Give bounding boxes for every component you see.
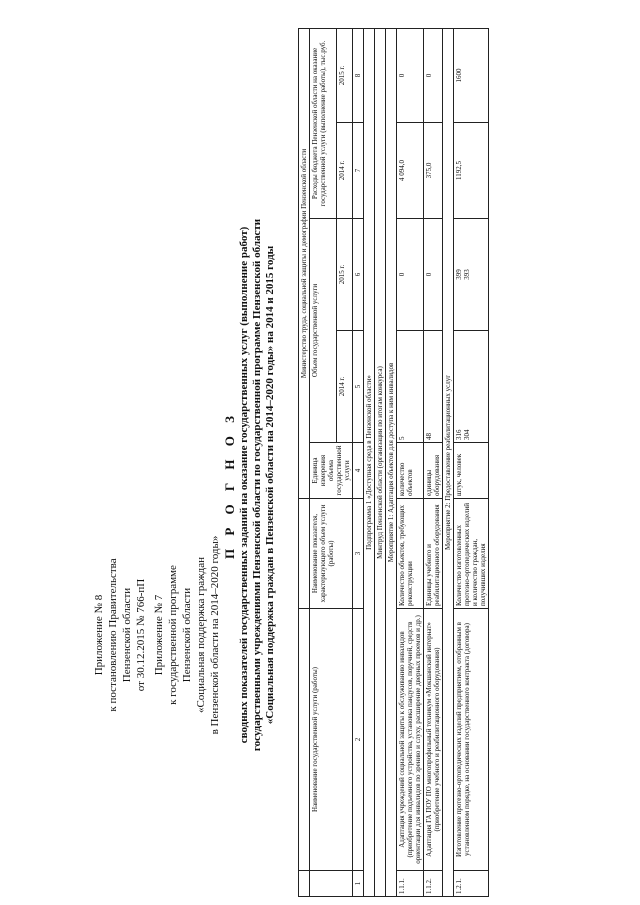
service-name: Адаптация учреждений социальной защиты к обслуживанию инвалидов (приобретение подъемного устройства, установка пандусов, поручней, средств ориентации для инвалидов по зрению и слуху, расширение дверных проемов и др.): [397, 609, 424, 871]
header-volume: Объем государственной услуги: [310, 219, 337, 443]
unit-cell: штук, человек: [454, 443, 489, 499]
coordinator-title: Минтруд Пензенской области (организации по итогам конкурса): [375, 28, 386, 896]
measure-row: [443, 28, 454, 896]
measure-title: Мероприятие 1: Адаптация объектов для доступа к ним инвалидов: [386, 28, 397, 896]
column-number: 3: [353, 499, 364, 609]
header-unit: Единица измерения объема государственной услуги: [310, 443, 353, 499]
appendix-7-line: в Пензенской области на 2014–2020 годы»: [209, 535, 221, 735]
appendix-7-block: [152, 515, 222, 755]
appendix-8-line: к постановлению Правительства: [107, 558, 119, 712]
column-number: 2: [353, 609, 364, 871]
column-number: 7: [353, 123, 364, 219]
expenses-2015: 1600: [454, 28, 489, 122]
column-numbers-row: [353, 28, 364, 896]
forecast-title: П Р О Г Н О З: [222, 410, 237, 560]
header-year: 2014 г.: [337, 331, 353, 443]
appendix-8-line: Пензенской области: [121, 587, 133, 683]
subprogram-title: Подпрограмма 1 «Доступная среда в Пензенской области»: [364, 28, 375, 896]
ministry-row: [299, 28, 310, 896]
measure-title: Мероприятие 2: Предоставление реабилитационных услуг: [443, 28, 454, 896]
unit-cell: единицы оборудования: [424, 443, 443, 499]
volume-2014: 316 304: [454, 331, 489, 443]
unit-cell: количество объектов: [397, 443, 424, 499]
column-number: 6: [353, 219, 364, 331]
appendix-7-line: к государственной программе: [167, 565, 179, 705]
service-name: Адаптация ГА ПОУ ПО многопрофильный техникум «Мокшанский интернат» (приобретение учебного и реабилитационного оборудования): [424, 609, 443, 871]
appendix-7-line: Пензенской области: [181, 587, 193, 683]
column-number: 1: [353, 871, 364, 897]
header-year: 2015 г.: [337, 28, 353, 122]
service-name: Изготовление протезно-ортопедических изделий предприятием, отобранным в установленном порядке, на основании государственного контракта (договора): [454, 609, 489, 871]
volume-2015: 0: [424, 219, 443, 331]
title-line: сводных показателей государственных заданий на оказание государственных услуг (выполнение работ): [238, 226, 250, 744]
row-number: 1.1.1.: [397, 871, 424, 897]
table-row: [454, 28, 489, 896]
column-number: 4: [353, 443, 364, 499]
appendix-8-line: Приложение № 8: [93, 594, 105, 676]
table-row: [397, 28, 424, 896]
volume-2014: 48: [424, 331, 443, 443]
volume-2014: 5: [397, 331, 424, 443]
column-number: 5: [353, 331, 364, 443]
title-line: государственными учреждениями Пензенской области по государственной программе Пензенской области: [251, 218, 263, 752]
header-row: [310, 28, 337, 896]
column-number: 8: [353, 28, 364, 122]
header-expenses: Расходы бюджета Пензенской области на оказание государственной услуги (выполнение работы), тыс.руб.: [310, 28, 337, 218]
header-year: 2015 г.: [337, 219, 353, 331]
header-year: 2014 г.: [337, 123, 353, 219]
table-row: [424, 28, 443, 896]
row-number: 1.2.1.: [454, 871, 489, 897]
appendix-7-line: Приложение № 7: [153, 594, 165, 676]
indicator-name: Количество изготовленных протезно-ортопедических изделий и количество граждан, получивших изделия: [454, 499, 489, 609]
ministry-cell: Министерство труда, социальной защиты и демографии Пензенской области: [299, 28, 310, 498]
header-service-name: Наименование государственной услуги (работы): [310, 609, 353, 871]
appendix-8-line: от 30.12.2015 № 766-пП: [135, 578, 147, 692]
title-line: «Социальная поддержка граждан в Пензенской области на 2014–2020 годы» на 2014 и 2015 годы: [264, 245, 276, 725]
indicator-name: Количество объектов, требующих реконструкции: [397, 499, 424, 609]
indicator-name: Единицы учебного и реабилитационного оборудования: [424, 499, 443, 609]
appendix-8-block: [92, 535, 148, 735]
forecast-table: [298, 28, 489, 897]
subprogram-row: [364, 28, 375, 896]
expenses-2014: 375,0: [424, 123, 443, 219]
measure-row: [386, 28, 397, 896]
expenses-2014: 4 094,0: [397, 123, 424, 219]
document-heading: [222, 205, 277, 765]
coordinator-row: [375, 28, 386, 896]
volume-2015: 399 393: [454, 219, 489, 331]
appendix-7-line: «Социальная поддержка граждан: [195, 556, 207, 714]
header-indicator: Наименование показателя, характеризующего объем услуги (работы): [310, 499, 353, 609]
expenses-2014: 1192,5: [454, 123, 489, 219]
expenses-2015: 0: [397, 28, 424, 122]
volume-2015: 0: [397, 219, 424, 331]
row-number: 1.1.2.: [424, 871, 443, 897]
expenses-2015: 0: [424, 28, 443, 122]
